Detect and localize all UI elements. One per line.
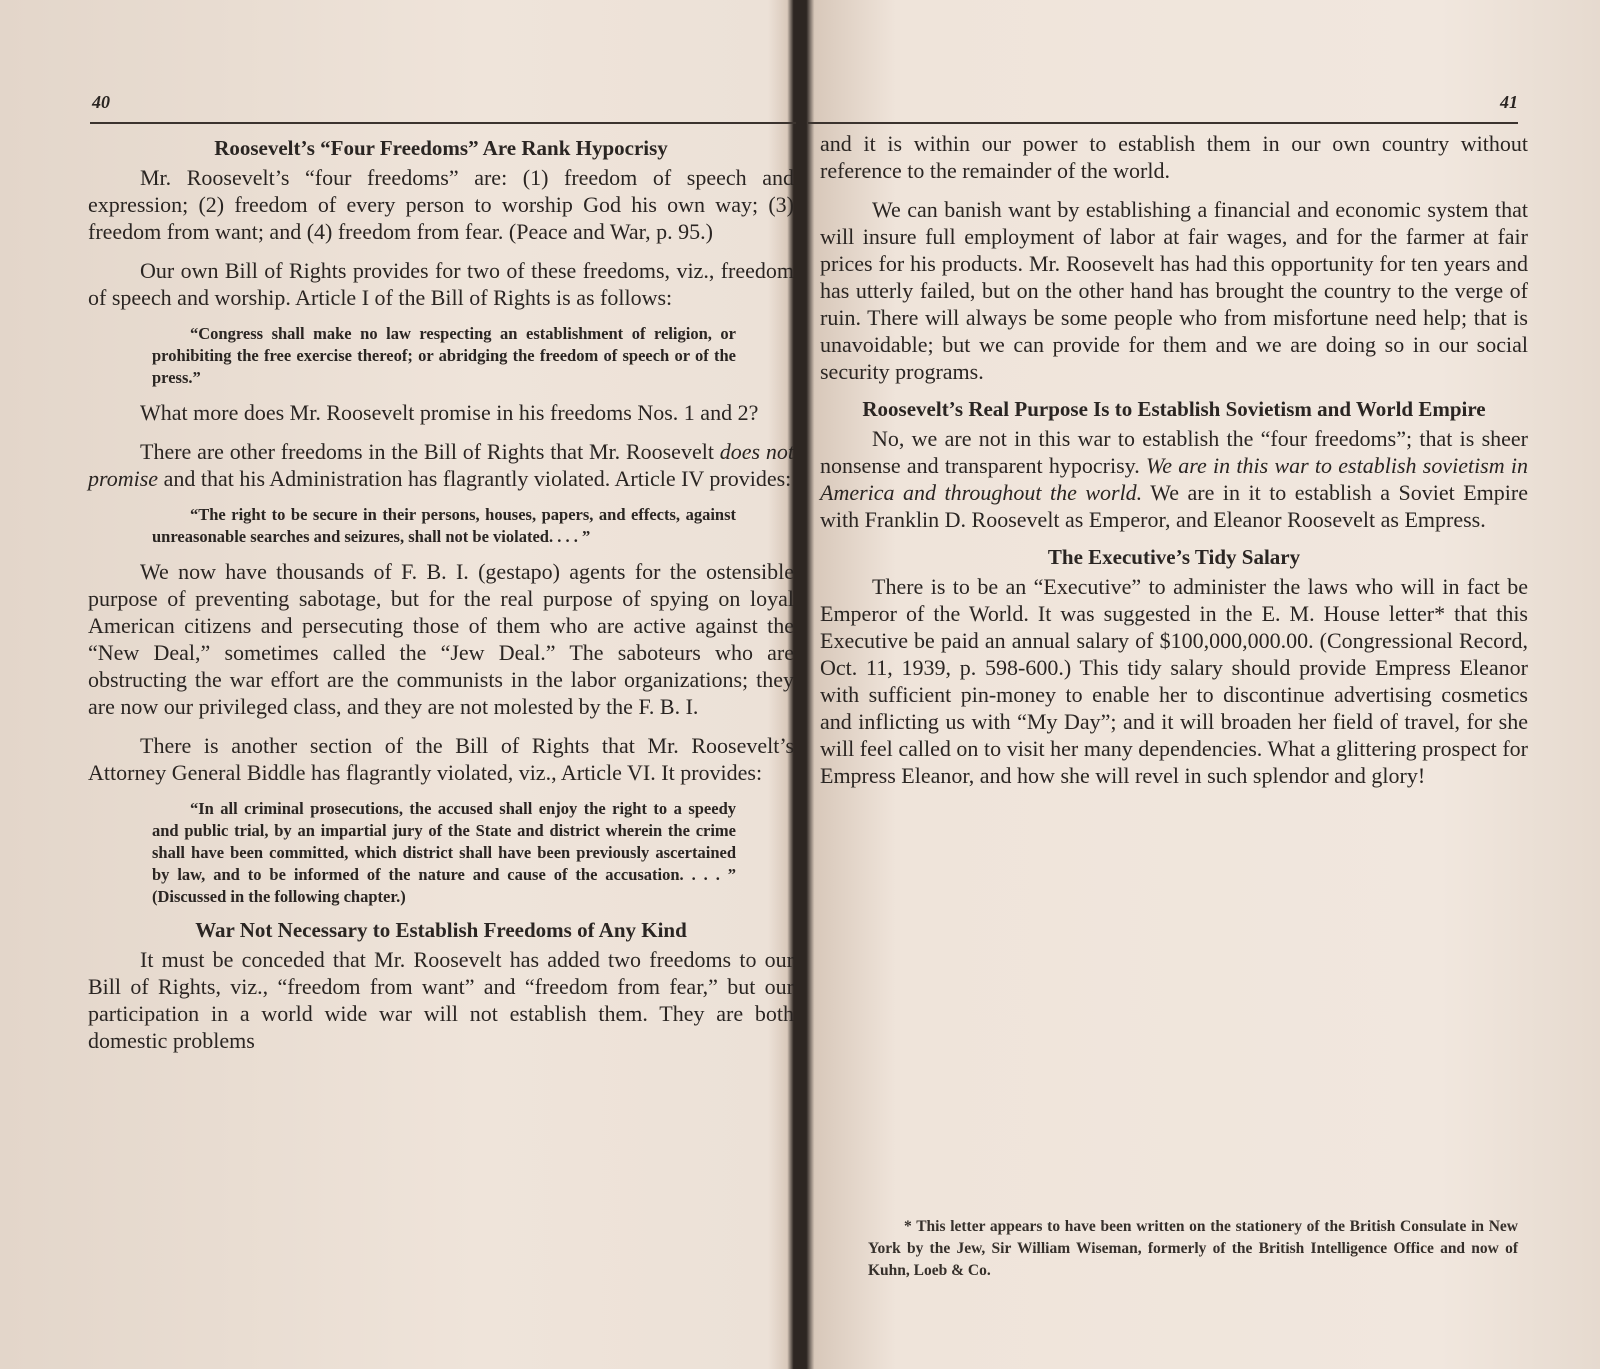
paragraph: We can banish want by establishing a financial and economic system that will insure full employment of labor at fair wages, and for the farmer at fair prices for his products. Mr. Roosevelt has had this opportunity for ten years and has utterly failed, but on the other hand has brought the country to the verge of ruin. There will always be some people who from misfortune need help; that is unavoidable; but we can provide for them and we are doing so in our social security programs. — [820, 197, 1528, 384]
left-page — [0, 0, 796, 1369]
block-quote: “Congress shall make no law respecting an establishment of religion, or prohibiting the free exercise thereof; or abridging the freedom of speech or of the press.” — [152, 324, 736, 387]
block-quote: “In all criminal prosecutions, the accused shall enjoy the right to a speedy and public trial, by an impartial jury of the State and district wherein the crime shall have been committed, which district shall have been previously ascertained by law, and to be informed of the nature and cause of the accusation. . . . ” (Discussed in the following chapter.) — [152, 799, 736, 906]
right-text-column — [820, 130, 1528, 801]
text-run: and that his Administration has flagrantly violated. Article IV provides: — [158, 466, 792, 491]
section-heading: War Not Necessary to Establish Freedoms of Any Kind — [195, 918, 687, 942]
paragraph: There is to be an “Executive” to administer the laws who will in fact be Emperor of the World. It was suggested in the E. M. House letter* that this Executive be paid an annual salary of $100,000,000.00. (Congressional Record, Oct. 11, 1939, p. 598-600.) This tidy salary should provide Empress Eleanor with sufficient pin-money to enable her to discontinue advertising cosmetics and inflicting us with “My Day”; and it will broaden her field of travel, for she will feel called on to visit her many dependencies. What a glittering prospect for Empress Eleanor, and how she will revel in such splendor and glory! — [820, 574, 1528, 788]
paragraph: Mr. Roosevelt’s “four freedoms” are: (1) freedom of speech and expression; (2) freedom of every person to worship God his own way; (3) freedom from want; and (4) freedom from fear. (Peace and War, p. 95.) — [88, 165, 794, 244]
paragraph: What more does Mr. Roosevelt promise in his freedoms Nos. 1 and 2? — [140, 400, 759, 425]
paragraph: We now have thousands of F. B. I. (gestapo) agents for the ostensible purpose of preventing sabotage, but for the real purpose of spying on loyal American citizens and persecuting those of them who are active against the “New Deal,” sometimes called the “Jew Deal.” The saboteurs who are obstructing the war effort are the communists in the labor organizations; they are now our privileged class, and they are not molested by the F. B. I. — [88, 559, 794, 719]
text-run: We are in it to establish a Soviet Empire with Franklin D. Roosevelt as Emperor, and Eleanor Roosevelt as Empress. — [820, 480, 1528, 532]
paragraph: It must be conceded that Mr. Roosevelt has added two freedoms to our Bill of Rights, viz., “freedom from want” and “freedom from fear,” but our participation in a world wide war will not establish them. They are both domestic problems — [88, 947, 794, 1053]
footnote: * This letter appears to have been written on the stationery of the British Consulate in New York by the Jew, Sir William Wiseman, formerly of the British Intelligence Office and now of Kuhn, Loeb & Co. — [868, 1217, 1518, 1279]
section-heading: Roosevelt’s Real Purpose Is to Establish Sovietism and World Empire — [862, 397, 1486, 421]
section-heading: Roosevelt’s “Four Freedoms” Are Rank Hypocrisy — [214, 136, 668, 160]
text-run: No, we are not in this war to establish the “four freedoms”; that is sheer nonsense and transparent hypocrisy. — [820, 426, 1528, 478]
block-quote: “The right to be secure in their persons, houses, papers, and effects, against unreasonable searches and seizures, shall not be violated. . . . ” — [152, 505, 736, 546]
paragraph — [88, 438, 794, 492]
page-number: 41 — [1500, 92, 1518, 112]
right-page — [808, 0, 1600, 1369]
text-run: There are other freedoms in the Bill of Rights that Mr. Roosevelt — [140, 439, 720, 464]
left-text-column — [88, 130, 794, 1066]
emphasis-text: does not promise — [88, 439, 794, 491]
header-rule — [90, 122, 796, 124]
section-heading: The Executive’s Tidy Salary — [1047, 545, 1301, 569]
paragraph: Our own Bill of Rights provides for two of these freedoms, viz., freedom of speech and worship. Article I of the Bill of Rights is as follows: — [88, 258, 794, 310]
emphasis-text: We are in this war to establish sovietism in America and throughout the world. — [820, 453, 1528, 505]
paragraph: and it is within our power to establish them in our own country without reference to the remainder of the world. — [820, 131, 1528, 183]
header-rule — [808, 122, 1518, 124]
paragraph: There is another section of the Bill of Rights that Mr. Roosevelt’s Attorney General Biddle has flagrantly violated, viz., Article VI. It provides: — [88, 733, 794, 785]
page-number: 40 — [92, 92, 110, 112]
paragraph — [820, 425, 1528, 533]
